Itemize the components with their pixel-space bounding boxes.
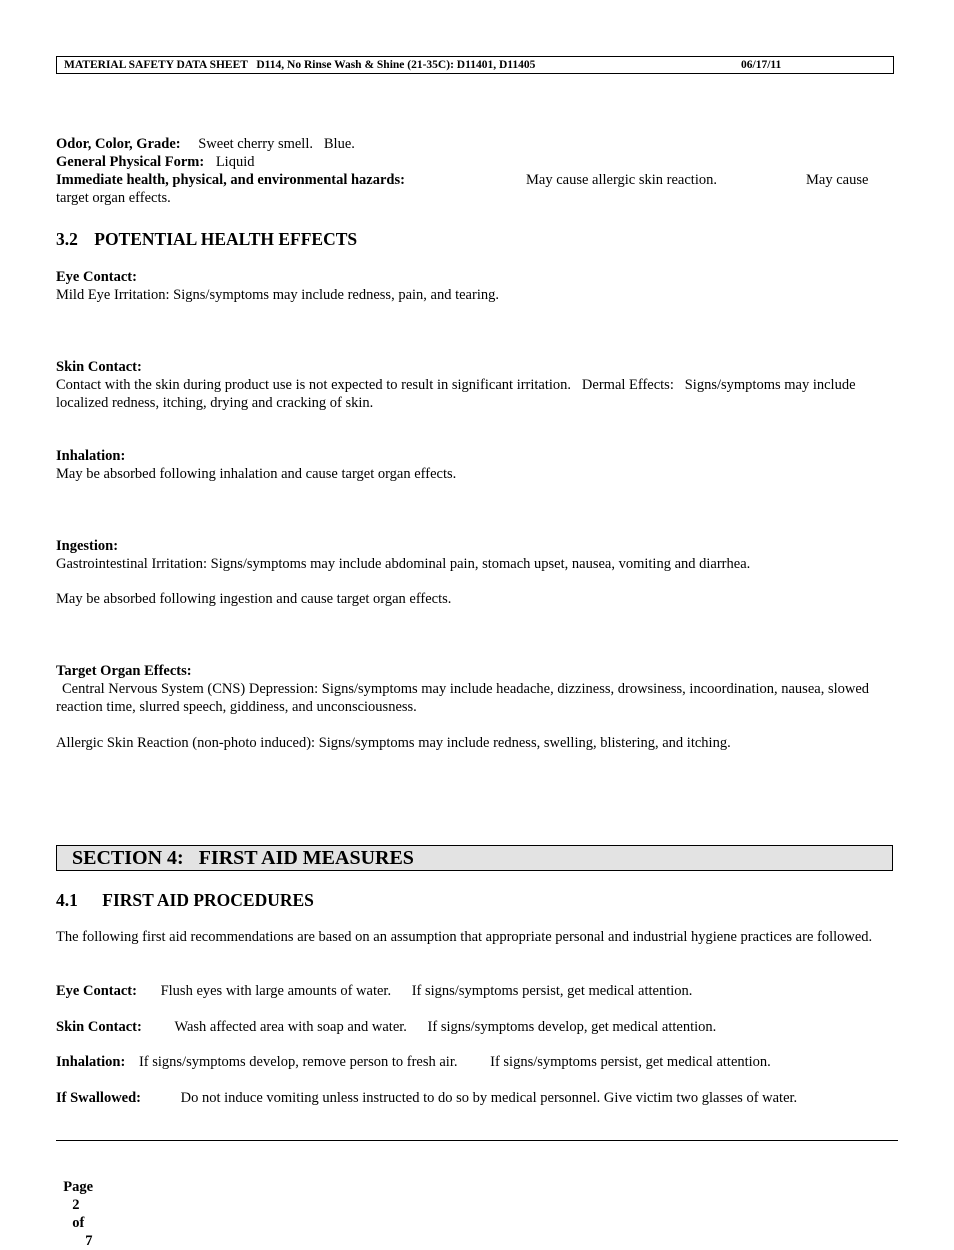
section-3-2-number: 3.2 <box>56 229 78 249</box>
section-4-1-heading <box>56 889 896 911</box>
section-3-2-heading <box>56 228 896 250</box>
section-3-2-title: POTENTIAL HEALTH EFFECTS <box>94 229 358 249</box>
first-aid-intro: The following first aid recommendations are based on an assumption that appropriate personal and industrial hygiene practices are followed. <box>56 929 873 945</box>
odor-label: Odor, Color, Grade: <box>56 136 181 152</box>
hazards-value-1: May cause allergic skin reaction. <box>526 172 717 188</box>
target-organ-text-1: Central Nervous System (CNS) Depression: Signs/symptoms may include headache, dizziness, drowsiness, incoordination, nausea, slowed reaction time, slurred speech, giddiness, and unconsciousness. <box>56 681 870 715</box>
first-aid-skin-text-2: If signs/symptoms develop, get medical attention. <box>427 1019 717 1035</box>
inhalation-label: Inhalation: <box>56 448 126 464</box>
footer-rule <box>56 1140 898 1141</box>
first-aid-swallow-line <box>56 1089 896 1107</box>
form-value: Liquid <box>215 154 255 170</box>
form-label: General Physical Form: <box>56 154 205 170</box>
section-4-1-title: FIRST AID PROCEDURES <box>102 890 314 910</box>
page-number: 2 <box>72 1197 80 1213</box>
ingestion-text-2: May be absorbed following ingestion and cause target organ effects. <box>56 591 452 607</box>
section-4-banner <box>56 845 893 871</box>
header-date: 06/17/11 <box>741 59 782 71</box>
hazards-label: Immediate health, physical, and environmental hazards: <box>56 172 405 188</box>
hazards-line <box>56 171 896 189</box>
first-aid-inhalation-line <box>56 1053 896 1071</box>
first-aid-inhalation-text-1: If signs/symptoms develop, remove person to fresh air. <box>138 1054 458 1070</box>
odor-value: Sweet cherry smell. Blue. <box>198 136 355 152</box>
document-header <box>56 56 894 74</box>
odor-line <box>56 135 896 153</box>
target-organ-text-2: Allergic Skin Reaction (non-photo induced): Signs/symptoms may include redness, swelling, blistering, and itching. <box>56 735 731 751</box>
page-total: 7 <box>85 1233 93 1249</box>
first-aid-inhalation-text-2: If signs/symptoms persist, get medical attention. <box>490 1054 771 1070</box>
form-line <box>56 153 896 171</box>
section-4-title: SECTION 4: FIRST AID MEASURES <box>72 847 414 869</box>
first-aid-eye-label: Eye Contact: <box>56 983 137 999</box>
first-aid-skin-line <box>56 1018 896 1036</box>
first-aid-eye-line <box>56 982 896 1000</box>
hazards-value-2: May cause <box>806 172 869 188</box>
first-aid-skin-label: Skin Contact: <box>56 1019 142 1035</box>
first-aid-eye-text-2: If signs/symptoms persist, get medical attention. <box>411 983 693 999</box>
skin-contact-text: Contact with the skin during product use is not expected to result in significant irritation. Dermal Effects: Signs/symptoms may include localized redness, itching, drying and cracking of skin. <box>56 377 860 411</box>
first-aid-swallow-text: Do not induce vomiting unless instructed to do so by medical personnel. Give victim two glasses of water. <box>180 1090 798 1106</box>
eye-contact-text: Mild Eye Irritation: Signs/symptoms may include redness, pain, and tearing. <box>56 287 499 303</box>
header-title: MATERIAL SAFETY DATA SHEET D114, No Rinse Wash & Shine (21-35C): D11401, D11405 <box>64 59 536 71</box>
first-aid-skin-text-1: Wash affected area with soap and water. <box>174 1019 407 1035</box>
ingestion-label: Ingestion: <box>56 538 119 554</box>
inhalation-text: May be absorbed following inhalation and cause target organ effects. <box>56 466 457 482</box>
section-4-1-number: 4.1 <box>56 890 78 910</box>
skin-contact-label: Skin Contact: <box>56 359 142 375</box>
target-organ-label: Target Organ Effects: <box>56 663 192 679</box>
first-aid-swallow-label: If Swallowed: <box>56 1090 141 1106</box>
page-label: Page <box>63 1179 94 1195</box>
hazards-value-3: target organ effects. <box>56 190 171 206</box>
page-footer <box>56 1160 93 1250</box>
eye-contact-label: Eye Contact: <box>56 269 137 285</box>
page-of-label: of <box>72 1215 85 1231</box>
ingestion-text-1: Gastrointestinal Irritation: Signs/symptoms may include abdominal pain, stomach upset, nausea, vomiting and diarrhea. <box>56 556 751 572</box>
first-aid-eye-text-1: Flush eyes with large amounts of water. <box>160 983 392 999</box>
first-aid-inhalation-label: Inhalation: <box>56 1054 126 1070</box>
